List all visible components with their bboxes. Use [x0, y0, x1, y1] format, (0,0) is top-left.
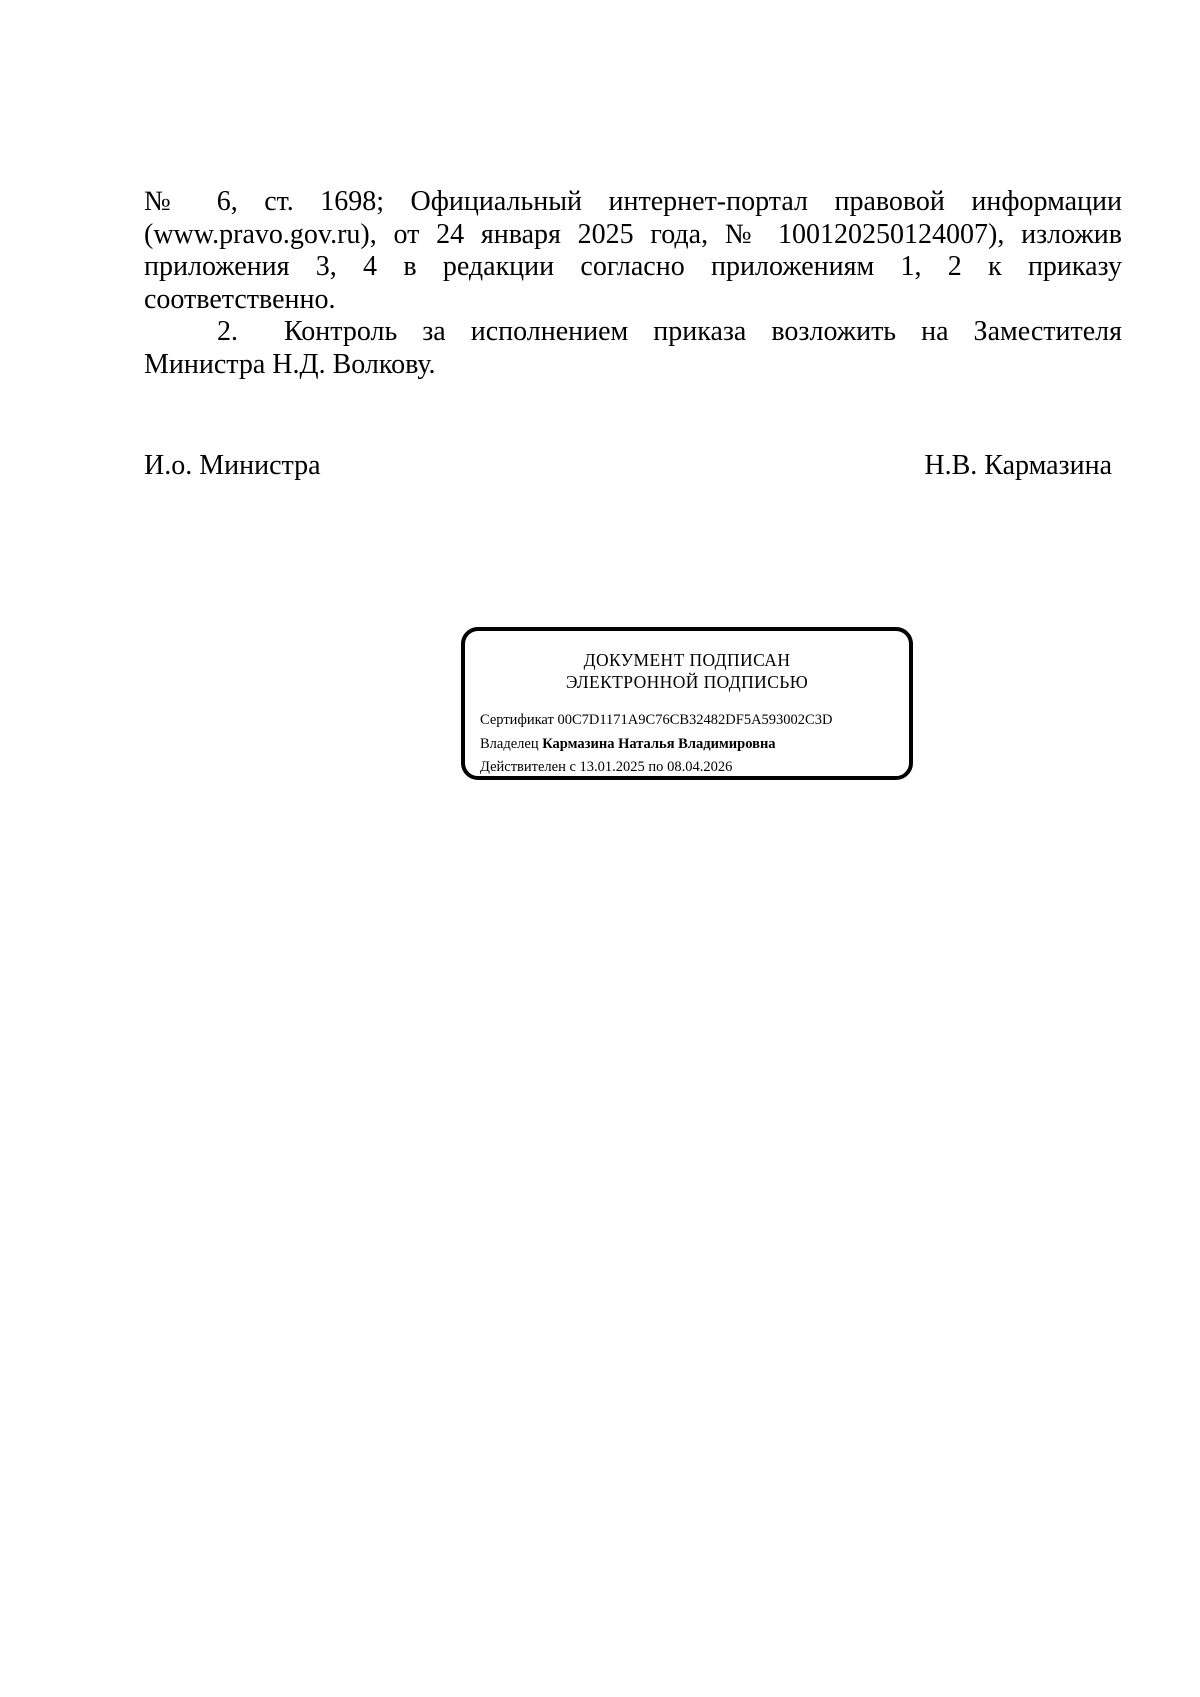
stamp-details [480, 709, 832, 780]
signer-name: Н.В. Кармазина [924, 450, 1112, 481]
stamp-title-line-2: ЭЛЕКТРОННОЙ ПОДПИСЬЮ [565, 672, 809, 692]
signature-block [144, 449, 1112, 483]
certificate-value: 00C7D1171A9C76CB32482DF5A593002C3D [557, 712, 833, 728]
certificate-label: Сертификат [480, 712, 554, 728]
stamp-validity-line [480, 756, 832, 780]
stamp-title-line-1: ДОКУМЕНТ ПОДПИСАН [583, 650, 791, 670]
electronic-signature-stamp [461, 627, 913, 780]
stamp-certificate-line [480, 709, 832, 733]
item-2-text: Контроль за исполнением приказа возложить на Заместителя Министра Н.Д. Волкову. [144, 316, 1122, 380]
stamp-owner-line [480, 733, 832, 757]
valid-to-label: по [648, 759, 664, 775]
item-number: 2. [217, 316, 238, 347]
valid-to-date: 08.04.2026 [667, 759, 733, 775]
valid-from-date: 13.01.2025 [579, 759, 645, 775]
paragraph-item-2 [144, 316, 1122, 381]
paragraph-continuation: № 6, ст. 1698; Официальный интернет-портал правовой информации (www.pravo.gov.ru), от 24 января 2025 года, № 100120250124007), изложив приложения 3, 4 в редакции согласно приложениям 1, 2 к приказу соответственно. [144, 186, 1122, 315]
valid-from-label: Действителен с [480, 759, 576, 775]
document-body [144, 186, 1122, 381]
owner-label: Владелец [480, 735, 539, 752]
stamp-title [465, 649, 909, 693]
signer-position: И.о. Министра [144, 450, 321, 481]
owner-value: Кармазина Наталья Владимировна [542, 735, 776, 752]
